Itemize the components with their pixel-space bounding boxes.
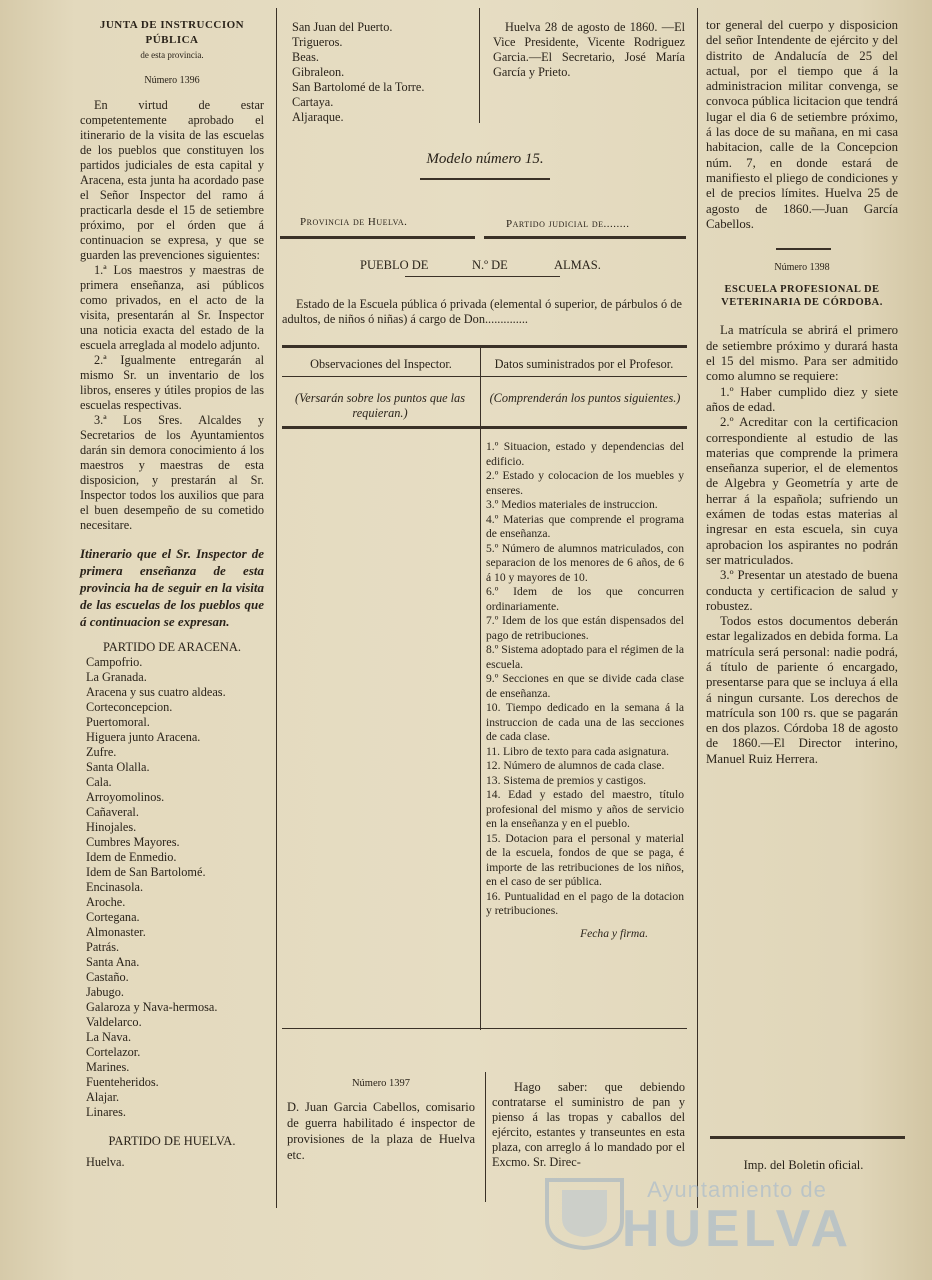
- junta-signature: Huelva 28 de agosto de 1860. —El Vice Presidente, Vicente Rodriguez Garcia.—El Secretario, José María García y Prieto.: [493, 20, 685, 79]
- column-rule-1: [276, 8, 277, 1208]
- junta-heading: JUNTA DE INSTRUCCION PÚBLICA: [99, 19, 245, 46]
- modelo-title: Modelo número 15.: [426, 151, 544, 167]
- imprint-rule: [710, 1136, 905, 1139]
- huelva-partido-town: San Bartolomé de la Torre.: [292, 80, 425, 94]
- column-rule-3: [697, 8, 698, 1208]
- modelo-table-divider: [480, 345, 481, 435]
- escuela-p1: La matrícula se abrirá el primero de setiembre próximo y durará hasta el 15 del mismo. Para ser admitido como alumno se requiere:: [706, 323, 898, 384]
- column-2-top: [292, 20, 472, 125]
- modelo-fecha: Fecha y firma.: [580, 926, 648, 940]
- modelo-items-divider: [480, 430, 481, 1030]
- column-4: [706, 18, 898, 767]
- junta-intro: En virtud de estar competentemente aprobado el itinerario de la visita de las escuelas de los pueblos que constituyen los partidos judiciales de esta capital y Aracena, esta junta ha acordado pase el Señor Inspector del ramo á practicarla desde el 15 de setiembre próximo, por el órden que á continuacion se expresa, y que se guarden las prevenciones siguientes:: [80, 98, 264, 262]
- watermark: [621, 1177, 852, 1258]
- obs-header: Observaciones del Inspector.: [310, 357, 452, 371]
- modelo-almas: ALMAS.: [554, 258, 601, 272]
- modelo-items: [486, 440, 684, 941]
- aracena-town: Almonaster.: [86, 925, 146, 939]
- aracena-town: Linares.: [86, 1105, 126, 1119]
- aracena-town: Aracena y sus cuatro aldeas.: [86, 685, 226, 699]
- n1397-text: D. Juan Garcia Cabellos, comisario de guerra habilitado é inspector de provisiones de la plaza de Huelva etc.: [287, 1100, 475, 1162]
- aracena-town: Cumbres Mayores.: [86, 835, 180, 849]
- licitacion-text: tor general del cuerpo y disposicion del señor Intendente de ejército y del distrito de Andalucía de 25 del actual, por el tiempo que á la administracion militar convenga, se convoca pública licitacion que tendrá lugar el dia 6 de setiembre próximo, á las doce de su mañana, en mi casa habitacion, calle de la Concepcion núm. 7, en donde estará de manifiesto el pliego de condiciones y el de precios límites. Huelva 25 de agosto de 1860.—Juan García Cabellos.: [706, 18, 898, 231]
- modelo-province: Provincia de Huelva.: [300, 216, 408, 228]
- junta-point-1: 1.ª Los maestros y maestras de primera enseñanza, asi públicos como privados, en el acto de la visita, presentarán al Sr. Inspector una noticia exacta del estado de la escuela arreglada al modelo adjunto.: [80, 263, 264, 352]
- modelo-title-rule: [420, 178, 550, 180]
- modelo-item: 2.º Estado y colocacion de los muebles y enseres.: [486, 469, 684, 497]
- hago-block: [492, 1080, 685, 1170]
- modelo-item: 13. Sistema de premios y castigos.: [486, 773, 647, 787]
- column-rule-2-top: [479, 8, 480, 123]
- aracena-town: Encinasola.: [86, 880, 144, 894]
- junta-point-3: 3.ª Los Sres. Alcaldes y Secretarios de los Ayuntamientos darán sin demora conocimiento á los maestros y maestras de esta disposicion, y prestarán al Sr. Inspector todos los auxilios que para el buen desempeño de su cometido necesitare.: [80, 413, 264, 532]
- modelo-table-bottom-rule: [282, 426, 687, 429]
- aracena-town: La Nava.: [86, 1030, 132, 1044]
- hago-text: Hago saber: que debiendo contratarse el suministro de pan y pienso á las tropas y caballos del ejército, estantes y transeuntes en esta plaza, con arreglo á lo mandado por el Excmo. Sr. Direc-: [492, 1080, 685, 1169]
- modelo-rule-left: [280, 236, 475, 239]
- watermark-main: HUELVA: [621, 1200, 852, 1258]
- aracena-town: Hinojales.: [86, 820, 137, 834]
- huelva-town-list: [80, 1155, 264, 1170]
- escuela-p3: 2.º Acreditar con la certificacion correspondiente al estudio de las materias que comprende la primera enseñanza superior, el de elementos de Algebra y Geometría y arte de herrar á la española; sufriendo un exámen de todas estas materias al ingresar en esta escuela, sin cuya aprobacion los aspirantes no podrán ser matriculados.: [706, 415, 898, 567]
- aracena-town: Patrás.: [86, 940, 120, 954]
- col2-town-list: [292, 20, 472, 125]
- aracena-town: Jabugo.: [86, 985, 124, 999]
- aracena-town: Santa Olalla.: [86, 760, 150, 774]
- huelva-partido-town: Aljaraque.: [292, 110, 344, 124]
- junta-subheading: de esta provincia.: [140, 50, 204, 60]
- modelo-estado-text: Estado de la Escuela pública ó privada (elemental ó superior, de párbulos ó de adultos, de niños ó niñas) á cargo de Don..............: [282, 297, 682, 326]
- modelo-pueblo-rule: [405, 276, 560, 277]
- datos-header: Datos suministrados por el Profesor.: [494, 357, 674, 371]
- aracena-town: Puertomoral.: [86, 715, 150, 729]
- huelva-partido-town: Gibraleon.: [292, 65, 345, 79]
- aracena-town: Castaño.: [86, 970, 129, 984]
- modelo-item: 6.º Idem de los que concurren ordinariamente.: [486, 585, 684, 613]
- modelo-numero: N.º DE: [472, 258, 508, 272]
- aracena-town: La Granada.: [86, 670, 147, 684]
- modelo-item: 9.º Secciones en que se divide cada clase de enseñanza.: [486, 672, 684, 700]
- escuela-title: ESCUELA PROFESIONAL DE VETERINARIA DE CÓRDOBA.: [721, 284, 883, 309]
- aracena-town: Corteconcepcion.: [86, 700, 173, 714]
- modelo-item: 15. Dotacion para el personal y material de la escuela, fondos de que se paga, é importe de las retribuciones de los niños, en el caso de ser pública.: [486, 831, 684, 888]
- modelo-partido: Partido judicial de........: [506, 218, 630, 230]
- aracena-town: Campofrio.: [86, 655, 143, 669]
- huelva-partido-town: San Juan del Puerto.: [292, 20, 393, 34]
- modelo-item: 10. Tiempo dedicado en la semana á la instruccion de cada una de las secciones de cada clase.: [486, 701, 684, 743]
- aracena-town: Aroche.: [86, 895, 126, 909]
- column-3-top: [493, 20, 685, 80]
- aracena-town: Higuera junto Aracena.: [86, 730, 201, 744]
- aracena-town: Alajar.: [86, 1090, 120, 1104]
- aracena-town: Valdelarco.: [86, 1015, 142, 1029]
- escuela-p2: 1.º Haber cumplido diez y siete años de edad.: [706, 384, 898, 414]
- modelo-item: 5.º Número de alumnos matriculados, con separacion de los menores de 6 años, de 6 á 10 y mayores de 10.: [486, 541, 684, 584]
- modelo-item: 4.º Materias que comprende el programa de enseñanza.: [486, 512, 684, 540]
- aracena-town: Fuenteheridos.: [86, 1075, 159, 1089]
- modelo-item: 3.º Medios materiales de instruccion.: [486, 498, 658, 511]
- modelo-item: 14. Edad y estado del maestro, título profesional del mismo y años de servicio en la enseñanza y en el pueblo.: [486, 788, 684, 830]
- obs-note: (Versarán sobre los puntos que las requieran.): [295, 391, 465, 420]
- junta-point-2: 2.ª Igualmente entregarán al mismo Sr. un inventario de los libros, enseres y útiles propios de las escuelas respectivas.: [80, 353, 264, 412]
- huelva-partido-town: Cartaya.: [292, 95, 334, 109]
- escuela-p5: Todos estos documentos deberán estar legalizados en debida forma. La matrícula será personal: nadie podrá, á título de pariente ó encargado, presentarse para que se incluya á ella á ningun cursante. Los derechos de matrícula son 100 rs. que se pagarán en dos plazos. Córdoba 18 de agosto de 1860.—El Director interino, Manuel Ruiz Herrera.: [706, 614, 898, 766]
- column-1: [80, 18, 264, 1170]
- aracena-town: Cala.: [86, 775, 112, 789]
- modelo-table-top-rule: [282, 345, 687, 348]
- announcement-number: Número 1396: [144, 75, 200, 86]
- modelo-pueblo: PUEBLO DE: [360, 258, 429, 272]
- modelo-item: 16. Puntualidad en el pago de la dotacion y retribuciones.: [486, 889, 684, 917]
- modelo-item: 8.º Sistema adoptado para el régimen de la escuela.: [486, 643, 684, 671]
- huelva-partido-town: Trigueros.: [292, 35, 343, 49]
- huelva-partido-town: Beas.: [292, 50, 319, 64]
- itinerary-title: Itinerario que el Sr. Inspector de primera enseñanza de esta provincia ha de seguir en la visita de las escuelas de los pueblos que á continuacion se expresan.: [80, 546, 264, 629]
- aracena-town: Cañaveral.: [86, 805, 139, 819]
- modelo-estado: [282, 297, 682, 327]
- watermark-sub: Ayuntamiento de: [647, 1177, 827, 1202]
- huelva-town: Huelva.: [86, 1155, 125, 1169]
- huelva-title: PARTIDO DE HUELVA.: [108, 1134, 236, 1148]
- modelo-rule-right: [484, 236, 686, 239]
- watermark-seal-icon: [537, 1170, 632, 1250]
- escuela-p4: 3.º Presentar un atestado de buena conducta y certificacion de salud y robustez.: [706, 568, 898, 613]
- aracena-town: Zufre.: [86, 745, 117, 759]
- aracena-town-list: [80, 655, 264, 1120]
- modelo-end-rule: [282, 1028, 687, 1029]
- aracena-title: PARTIDO DE ARACENA.: [102, 640, 242, 654]
- modelo-item: 1.º Situacion, estado y dependencias del edificio.: [486, 440, 684, 468]
- modelo-item: 11. Libro de texto para cada asignatura.: [486, 744, 670, 758]
- aracena-town: Galaroza y Nava-hermosa.: [86, 1000, 218, 1014]
- n1398-number: Número 1398: [774, 262, 830, 274]
- aracena-town: Marines.: [86, 1060, 130, 1074]
- imprint: Imp. del Boletin oficial.: [743, 1158, 864, 1172]
- modelo-table-header-rule: [282, 376, 687, 377]
- datos-note: (Comprenderán los puntos siguientes.): [489, 391, 681, 405]
- aracena-town: Santa Ana.: [86, 955, 140, 969]
- aracena-town: Arroyomolinos.: [86, 790, 165, 804]
- aracena-town: Cortelazor.: [86, 1045, 141, 1059]
- aracena-town: Idem de San Bartolomé.: [86, 865, 206, 879]
- modelo-item: 12. Número de alumnos de cada clase.: [486, 759, 665, 772]
- modelo-item: 7.º Idem de los que están dispensados del pago de retribuciones.: [486, 614, 684, 642]
- aracena-town: Cortegana.: [86, 910, 140, 924]
- col4-separator-1: [776, 248, 831, 250]
- n1397-block: [287, 1076, 475, 1163]
- n1397-number: Número 1397: [351, 1078, 411, 1089]
- column-rule-bottom: [485, 1072, 486, 1202]
- aracena-town: Idem de Enmedio.: [86, 850, 177, 864]
